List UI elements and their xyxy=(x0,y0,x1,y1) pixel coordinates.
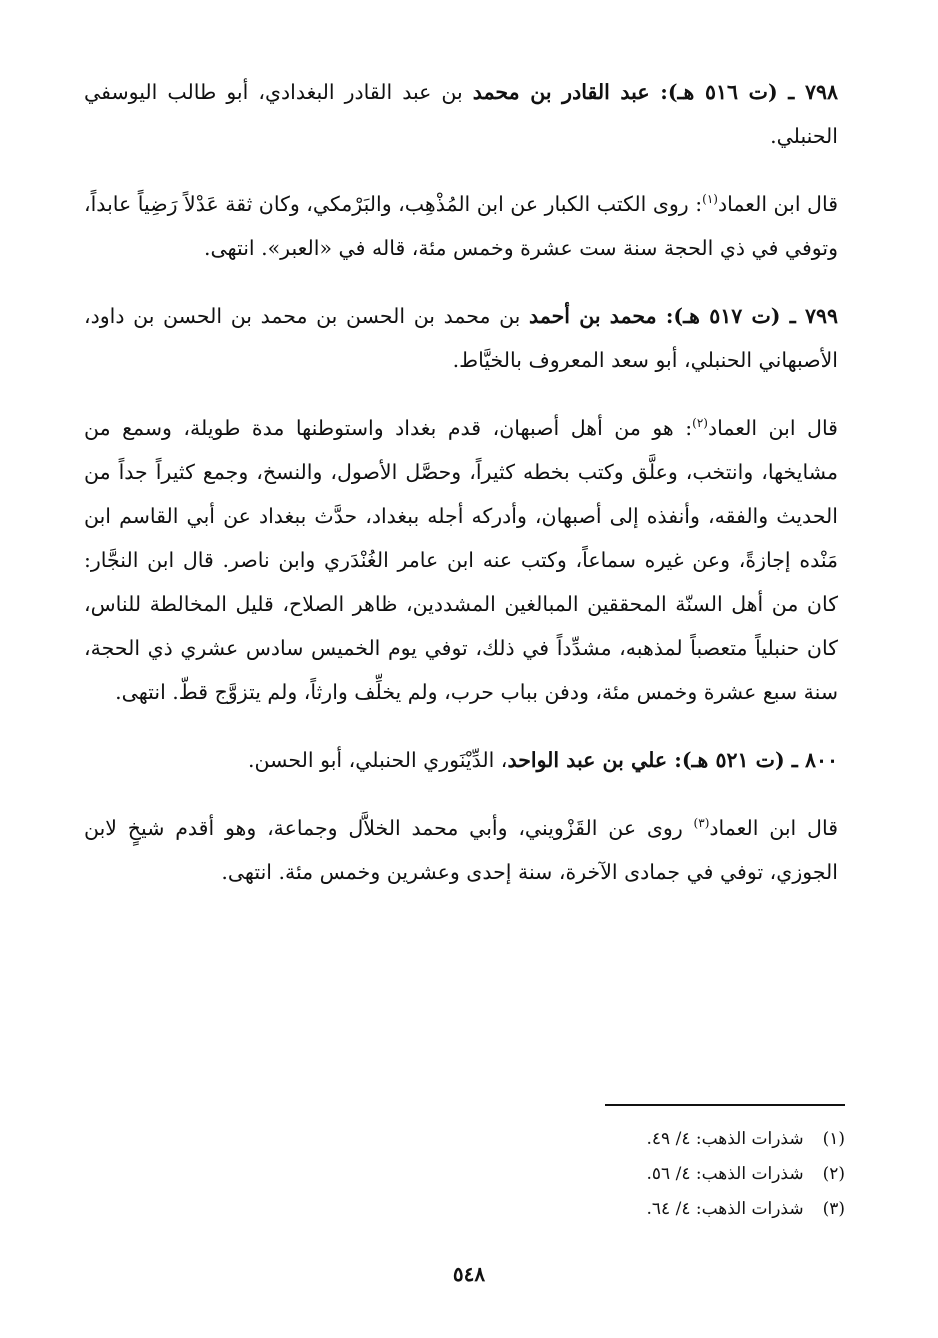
entry-lineage: بن عبد القادر البغدادي، أبو طالب اليوسفي الحنبلي. xyxy=(84,80,838,148)
entry-body-800 xyxy=(84,806,838,894)
entry-lineage: بن محمد بن الحسن بن محمد بن الحسن بن داود، الأصبهاني الحنبلي، أبو سعد المعروف بالخيَّاط. xyxy=(84,304,838,372)
footnotes xyxy=(500,1122,845,1227)
quote-intro: قال ابن العماد xyxy=(717,192,838,216)
entry-lineage: ، الدِّيْنَوري الحنبلي، أبو الحسن. xyxy=(248,748,508,772)
footnote-number: (٣) xyxy=(822,1199,845,1219)
footnote-text: شذرات الذهب: ٤/ ٥٦. xyxy=(646,1164,804,1184)
footnote-item xyxy=(500,1122,845,1157)
main-text xyxy=(84,70,838,918)
footnote-number: (٢) xyxy=(822,1164,845,1184)
entry-name: محمد بن أحمد xyxy=(529,304,657,328)
quote-text: : روى الكتب الكبار عن ابن المُذْهِب، والبَرْمكي، وكان ثقة عَدْلاً رَضِياً عابداً، وتوفي في ذي الحجة سنة ست عشرة وخمس مئة، قاله في «العبر». انتهى. xyxy=(84,192,838,260)
entry-number: ٨٠٠ xyxy=(804,748,838,772)
footnote-text: شذرات الذهب: ٤/ ٦٤. xyxy=(646,1199,804,1219)
footnote-ref: (٢) xyxy=(692,416,708,431)
footnote-ref: (١) xyxy=(702,192,718,207)
footnote-text: شذرات الذهب: ٤/ ٤٩. xyxy=(646,1129,804,1149)
entry-number: ٧٩٨ xyxy=(804,80,838,104)
quote-text: روى عن القَزْويني، وأبي محمد الخلاَّل وجماعة، وهو أقدم شيخٍ لابن الجوزي، توفي في جمادى الآخرة، سنة إحدى وعشرين وخمس مئة. انتهى. xyxy=(84,816,838,884)
footnote-item xyxy=(500,1192,845,1227)
footnote-ref: (٣) xyxy=(693,816,710,831)
entry-death-date: (ت ٥١٧ هـ) xyxy=(673,304,781,328)
quote-intro: قال ابن العماد xyxy=(707,416,838,440)
footnote-item xyxy=(500,1157,845,1192)
entry-heading-799: ٧٩٩ ـ (ت ٥١٧ هـ): محمد بن أحمد بن محمد بن الحسن بن محمد بن الحسن بن داود، الأصبهاني الحنبلي، أبو سعد المعروف بالخيَّاط. xyxy=(84,304,839,372)
entry-body-798 xyxy=(84,182,838,270)
entry-name: علي بن عبد الواحد xyxy=(507,748,668,772)
entry-body-799 xyxy=(84,406,838,714)
entry-name: عبد القادر بن محمد xyxy=(472,80,650,104)
footnote-divider xyxy=(605,1104,845,1106)
entry-death-date: (ت ٥١٦ هـ) xyxy=(667,80,778,104)
entry-heading-798: ٧٩٨ ـ (ت ٥١٦ هـ): عبد القادر بن محمد بن عبد القادر البغدادي، أبو طالب اليوسفي الحنبلي. xyxy=(84,80,838,148)
entry-number: ٧٩٩ xyxy=(804,304,839,328)
footnote-number: (١) xyxy=(822,1129,845,1149)
quote-text: : هو من أهل أصبهان، قدم بغداد واستوطنها مدة طويلة، وسمع من مشايخها، وانتخب، وعلَّق وكتب بخطه كثيراً، وحصَّل الأصول، والنسخ، وجمع كثيراً جداً من الحديث والفقه، وأنفذه إلى أصبهان، وأدركه أجله ببغداد، حدَّث ببغداد عن أبي القاسم ابن مَنْده إجازةً، وعن غيره سماعاً، وكتب عنه ابن عامر الغُنْدَري وابن ناصر. قال ابن النجَّار: كان من أهل السنّة المحققين المبالغين المشددين، ظاهر الصلاح، قليل المخالطة للناس، كان حنبلياً متعصباً لمذهبه، مشدِّداً في ذلك، توفي يوم الخميس سادس عشري ذي الحجة، سنة سبع عشرة وخمس مئة، ودفن بباب حرب، ولم يخلِّف وارثاً، ولم يتزوَّج قطّ. انتهى. xyxy=(84,416,838,704)
page-number: ٥٤٨ xyxy=(452,1262,486,1286)
entry-heading-800: ٨٠٠ ـ (ت ٥٢١ هـ): علي بن عبد الواحد، الدِّيْنَوري الحنبلي، أبو الحسن. xyxy=(248,748,838,772)
quote-intro: قال ابن العماد xyxy=(709,816,838,840)
entry-death-date: (ت ٥٢١ هـ) xyxy=(681,748,785,772)
